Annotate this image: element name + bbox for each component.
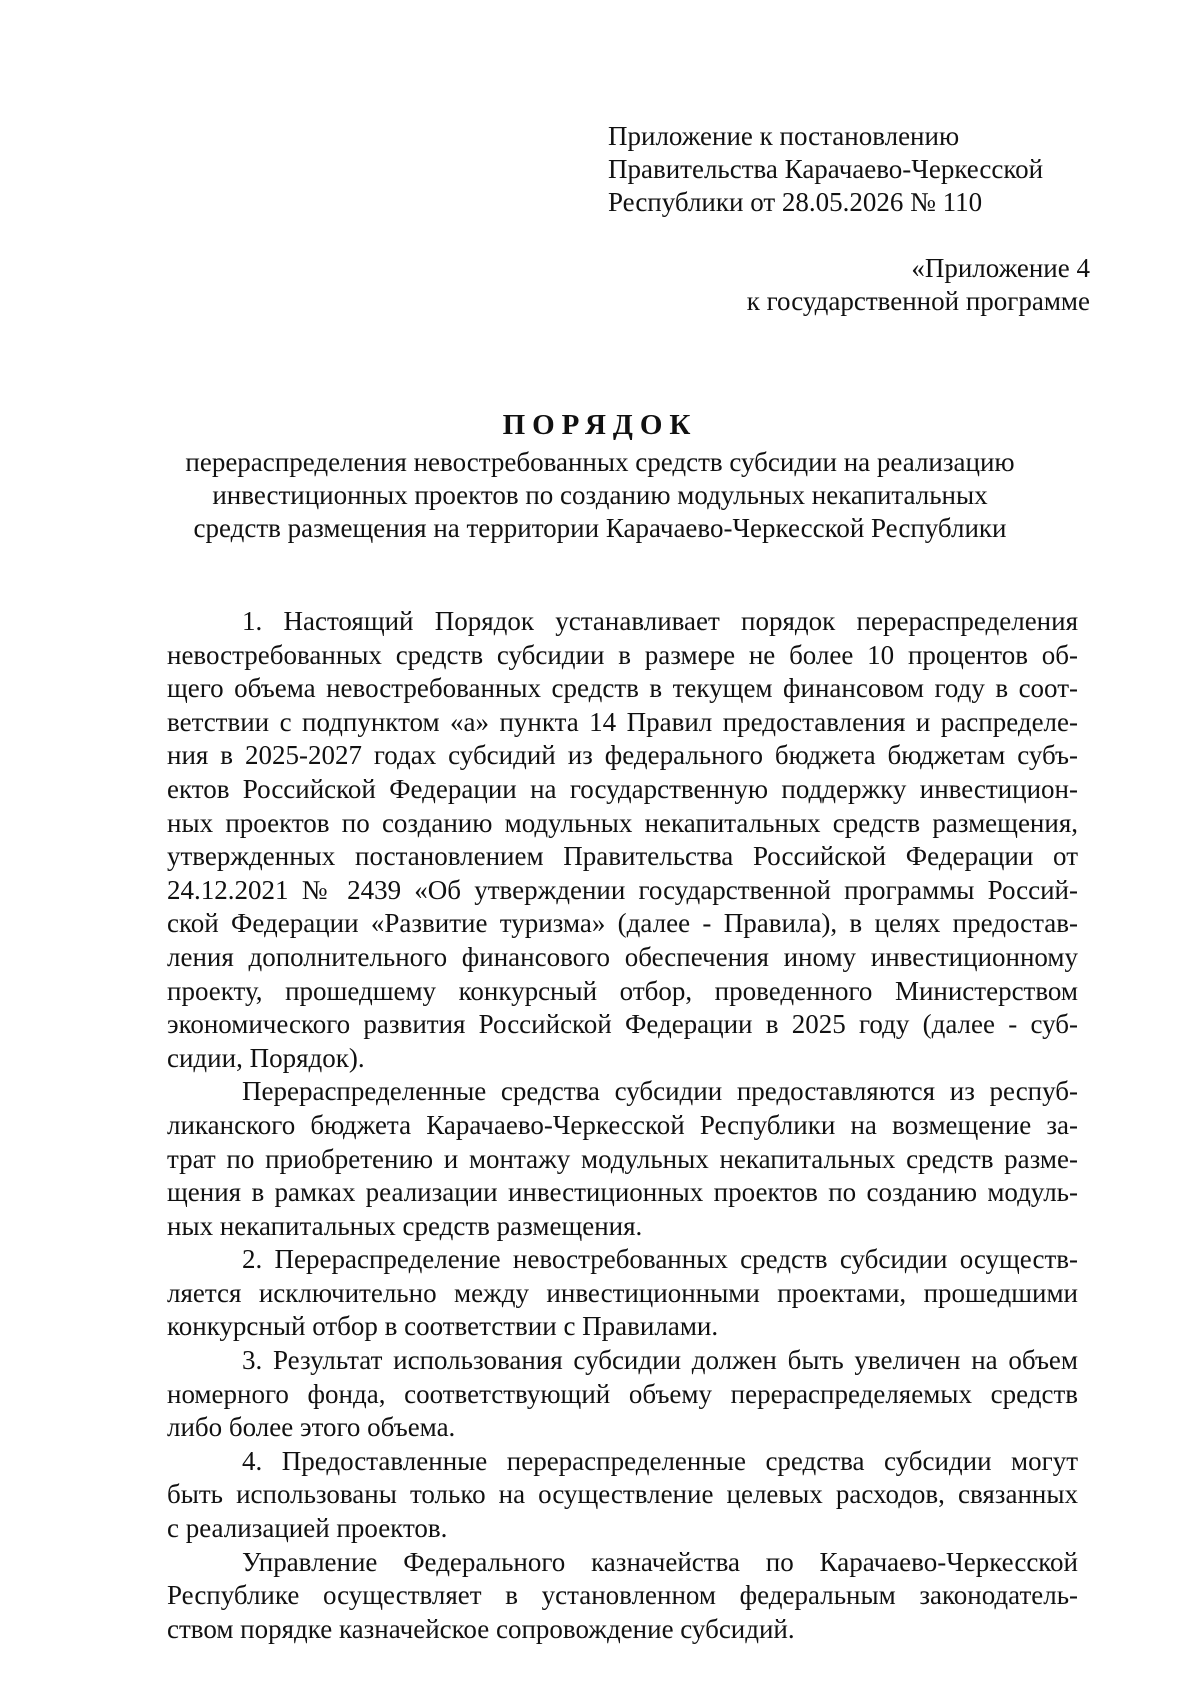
paragraph-line: быть использованы только на осуществление целевых расходов, связанных — [167, 1479, 1078, 1510]
paragraph-line: ветствии с подпунктом «а» пункта 14 Правил предоставления и распределе- — [167, 706, 1078, 737]
paragraph — [167, 1344, 1078, 1445]
paragraph-line: Перераспределенные средства субсидии предоставляются из респуб- — [242, 1076, 1078, 1107]
paragraph-line: 2. Перераспределение невостребованных средств субсидии осуществ- — [242, 1244, 1078, 1275]
paragraph-line: проекту, прошедшему конкурсный отбор, проведенного Министерством — [167, 975, 1078, 1006]
paragraph-line: утвержденных постановлением Правительства Российской Федерации от — [167, 841, 1078, 872]
paragraph-line: 3. Результат использования субсидии должен быть увеличен на объем — [242, 1345, 1078, 1376]
paragraph-line: невостребованных средств субсидии в размере не более 10 процентов об- — [167, 639, 1078, 670]
paragraph-line: 4. Предоставленные перераспределенные средства субсидии могут — [242, 1445, 1078, 1476]
paragraph-line: Управление Федерального казначейства по Карачаево-Черкесской — [242, 1546, 1078, 1577]
paragraph-line: конкурсный отбор в соответствии с Правилами. — [167, 1311, 719, 1342]
annex4-header — [570, 252, 1090, 318]
annex-line: Приложение к постановлению — [608, 121, 960, 151]
paragraph — [167, 1243, 1078, 1344]
annex4-line: к государственной программе — [746, 286, 1090, 316]
paragraph-line: ных проектов по созданию модульных некапитальных средств размещения, — [167, 807, 1078, 838]
paragraph-line: ляется исключительно между инвестиционными проектами, прошедшими — [167, 1277, 1078, 1308]
paragraph-line: Республике осуществляет в установленном федеральным законодатель- — [167, 1580, 1078, 1611]
document-body — [167, 605, 1078, 1646]
paragraph-line: ликанского бюджета Карачаево-Черкесской Республики на возмещение за- — [167, 1109, 1078, 1140]
paragraph — [167, 605, 1078, 1075]
paragraph — [167, 1445, 1078, 1546]
annex-line: Республики от 28.05.2026 № 110 — [608, 187, 983, 217]
paragraph-line: сидии, Порядок). — [167, 1042, 365, 1073]
paragraph-line: щения в рамках реализации инвестиционных проектов по созданию модуль- — [167, 1177, 1078, 1208]
paragraph-line: 1. Настоящий Порядок устанавливает порядок перераспределения — [242, 606, 1078, 636]
paragraph-line: экономического развития Российской Федерации в 2025 году (далее - суб- — [167, 1009, 1078, 1040]
document-title: ПОРЯДОК — [502, 409, 698, 441]
document-subtitle — [120, 446, 1080, 545]
paragraph-line: 24.12.2021 № 2439 «Об утверждении государственной программы Россий- — [167, 874, 1078, 905]
paragraph-line: ных некапитальных средств размещения. — [167, 1210, 643, 1241]
paragraph-line: либо более этого объема. — [167, 1412, 456, 1443]
paragraph-line: ния в 2025-2027 годах субсидий из федерального бюджета бюджетам субъ- — [167, 740, 1078, 771]
subtitle-line: средств размещения на территории Карачаево-Черкесской Республики — [193, 513, 1007, 543]
subtitle-line: перераспределения невостребованных средств субсидии на реализацию — [185, 447, 1015, 477]
annex4-line: «Приложение 4 — [911, 253, 1090, 283]
paragraph-line: ством порядке казначейское сопровождение субсидий. — [167, 1613, 795, 1644]
paragraph-line: ской Федерации «Развитие туризма» (далее - Правила), в целях предостав- — [167, 908, 1078, 939]
subtitle-line: инвестиционных проектов по созданию модульных некапитальных — [212, 480, 988, 510]
annex-line: Правительства Карачаево-Черкесской — [608, 154, 1044, 184]
paragraph-line: трат по приобретению и монтажу модульных некапитальных средств разме- — [167, 1143, 1078, 1174]
annex-header — [608, 120, 1128, 219]
paragraph-line: с реализацией проектов. — [167, 1513, 448, 1544]
paragraph-line: ектов Российской Федерации на государственную поддержку инвестицион- — [167, 773, 1078, 804]
paragraph-line: ления дополнительного финансового обеспечения иному инвестиционному — [167, 941, 1078, 972]
paragraph-line: номерного фонда, соответствующий объему перераспределяемых средств — [167, 1378, 1078, 1409]
paragraph — [167, 1546, 1078, 1647]
paragraph-line: щего объема невостребованных средств в текущем финансовом году в соот- — [167, 673, 1078, 704]
paragraph — [167, 1075, 1078, 1243]
